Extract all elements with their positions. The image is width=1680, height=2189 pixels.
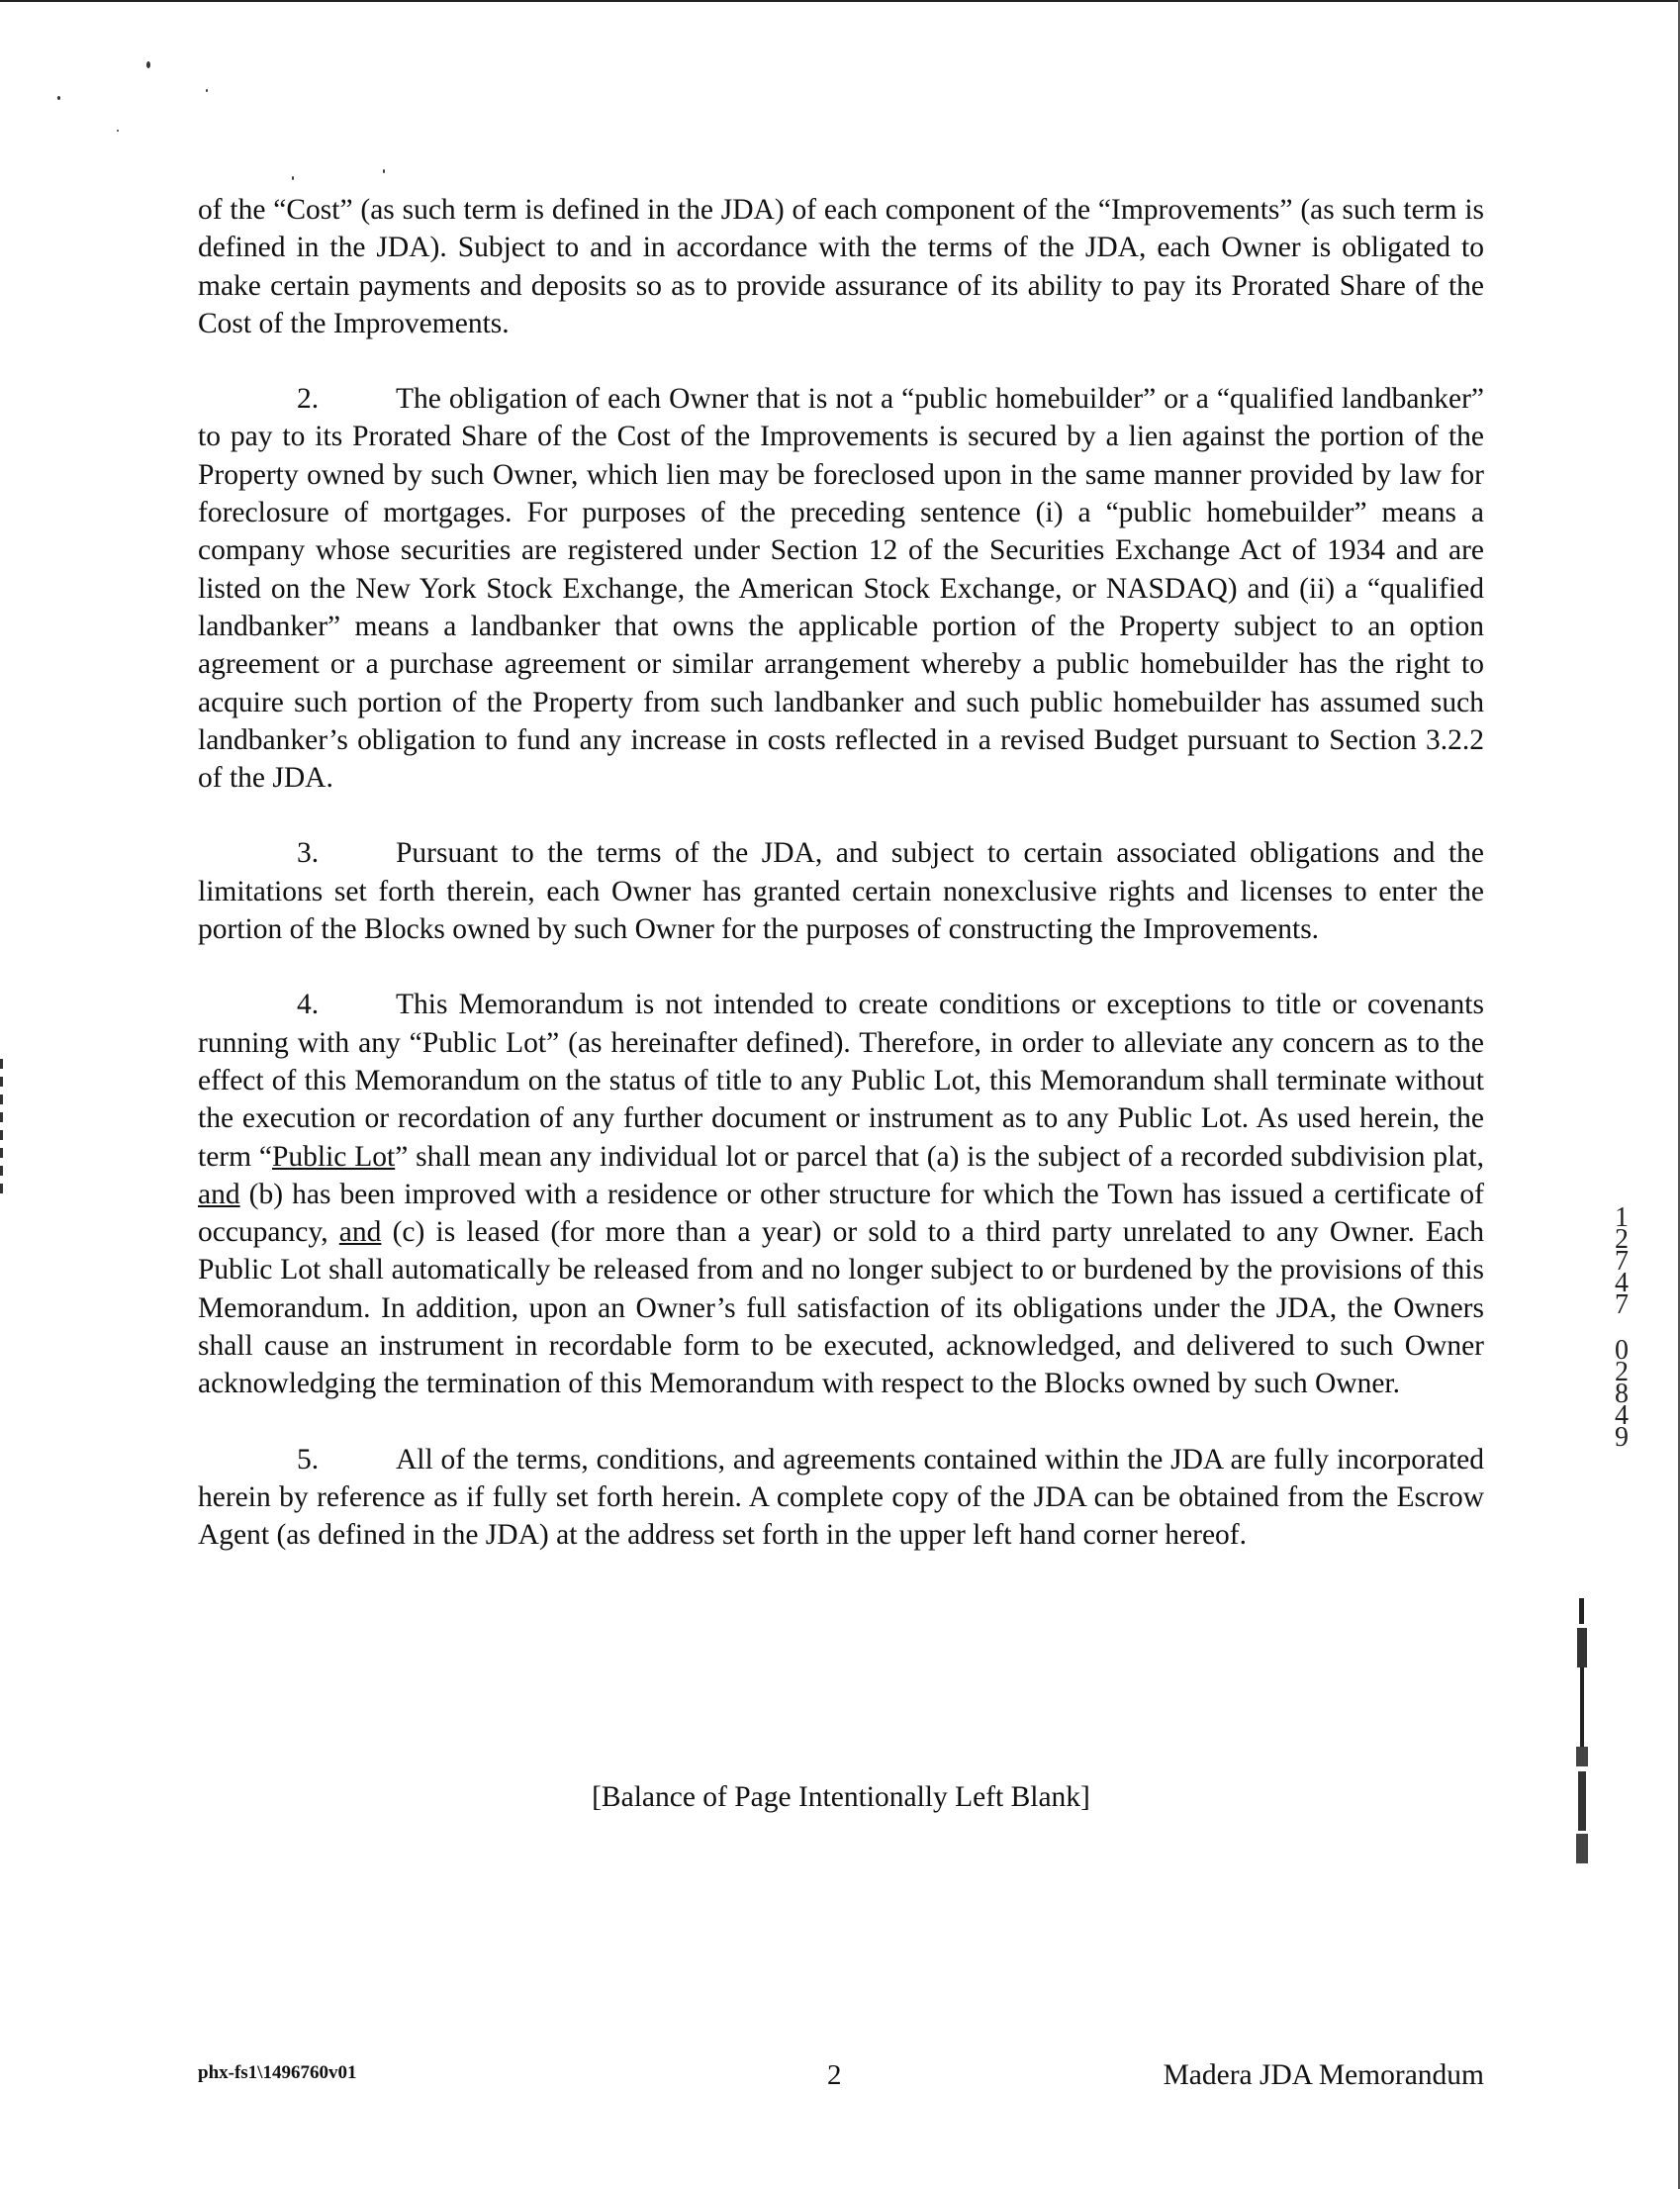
margin-stamp-mark	[1571, 1598, 1593, 1865]
balance-left-blank-note: [Balance of Page Intentionally Left Blank]	[592, 1781, 1090, 1813]
underlined-and-2: and	[338, 1216, 382, 1249]
scan-speck	[383, 169, 385, 173]
recording-digit: 2	[1615, 1357, 1629, 1387]
footer-document-title: Madera JDA Memorandum	[1163, 2059, 1484, 2091]
paragraph-2-number: 2.	[297, 383, 320, 416]
recording-number	[1607, 1202, 1636, 1453]
top-edge-rule	[0, 0, 1680, 2]
document-body	[198, 191, 1484, 1592]
paragraph-4-text-a: This Memorandum is not intended to create conditions or exceptions to title or covenants running with any “Public Lot” (as hereinafter defined). Therefore, in order to alleviate any concern as to the effect of this Memorandum on the status of title to any Public Lot, this Memorandum shall terminate without the execution or recordation of any further document or instrument as to any Public Lot. As used herein, the term “	[198, 989, 1484, 1173]
scan-speck	[117, 130, 119, 132]
recording-digit: 7	[1615, 1246, 1629, 1277]
recording-digit: 4	[1615, 1400, 1629, 1431]
recording-digit: 0	[1615, 1335, 1629, 1366]
paragraph-2	[198, 380, 1484, 797]
underlined-and-1: and	[198, 1178, 240, 1210]
paragraph-4-text-d: (c) is leased (for more than a year) or sold to a third party unrelated to any Owner. Each Public Lot shall automatically be released from and no longer subject to or burdened by the provisions of this Memorandum. In addition, upon an Owner’s full satisfaction of its obligations under the JDA, the Owners shall cause an instrument in recordable form to be executed, acknowledged, and delivered to such Owner acknowledging the termination of this Memorandum with respect to the Blocks owned by such Owner.	[198, 1216, 1485, 1400]
paragraph-5-number: 5.	[297, 1443, 320, 1475]
recording-digit: 1	[1615, 1202, 1629, 1233]
recording-digit: 9	[1615, 1422, 1629, 1453]
recording-digit: 4	[1615, 1268, 1629, 1298]
scan-speck	[206, 89, 208, 92]
footer-page-number: 2	[827, 2059, 842, 2091]
paragraph-5-text: All of the terms, conditions, and agreements contained within the JDA are fully incorporated herein by reference as if fully set forth herein. A complete copy of the JDA can be obtained from the Escrow Agent (as defined in the JDA) at the address set forth in the upper left hand corner hereof.	[198, 1443, 1484, 1552]
paragraph-3	[198, 834, 1484, 948]
paragraph-3-number: 3.	[297, 837, 320, 870]
paragraph-1: of the “Cost” (as such term is defined in the JDA) of each component of the “Improvements” (as such term is defined in the JDA). Subject to and in accordance with the terms of the JDA, each Owner is obligated to make certain payments and deposits so as to provide assurance of its ability to pay its Prorated Share of the Cost of the Improvements.	[198, 194, 1484, 339]
paragraph-4-text-c: (b) has been improved with a residence or other structure for which the Town has issued a certificate of occupancy,	[198, 1178, 1484, 1249]
recording-digit: 7	[1615, 1289, 1629, 1320]
paragraph-3-text: Pursuant to the terms of the JDA, and subject to certain associated obligations and the limitations set forth therein, each Owner has granted certain nonexclusive rights and licenses to enter the portion of the Blocks owned by such Owner for the purposes of constructing the Improvements.	[198, 837, 1484, 946]
recording-digit: 8	[1615, 1379, 1629, 1409]
paragraph-4-text-b: ” shall mean any individual lot or parcel that (a) is the subject of a recorded subdivision plat,	[395, 1140, 1484, 1173]
public-lot-term: Public Lot	[272, 1140, 396, 1173]
scan-speck	[146, 61, 150, 68]
scan-speck	[57, 96, 60, 100]
scan-speck	[292, 176, 294, 180]
paragraph-5	[198, 1441, 1484, 1555]
recording-digit: 2	[1615, 1224, 1629, 1255]
paragraph-4	[198, 986, 1484, 1402]
paragraph-2-text: The obligation of each Owner that is not a “public homebuilder” or a “qualified landbanker” to pay to its Prorated Share of the Cost of the Improvements is secured by a lien against the portion of the Property owned by such Owner, which lien may be foreclosed upon in the same manner provided by law for foreclosure of mortgages. For purposes of the preceding sentence (i) a “public homebuilder” means a company whose securities are registered under Section 12 of the Securities Exchange Act of 1934 and are listed on the New York Stock Exchange, the American Stock Exchange, or NASDAQ) and (ii) a “qualified landbanker” means a landbanker that owns the applicable portion of the Property subject to an option agreement or a purchase agreement or similar arrangement whereby a public homebuilder has the right to acquire such portion of the Property from such landbanker and such public homebuilder has assumed such landbanker’s obligation to fund any increase in costs reflected in a revised Budget pursuant to Section 3.2.2 of the JDA.	[198, 383, 1484, 795]
footer-file-id: phx-fs1\1496760v01	[198, 2062, 357, 2083]
left-edge-scan-marks	[0, 1059, 3, 1197]
paragraph-4-number: 4.	[297, 989, 320, 1021]
